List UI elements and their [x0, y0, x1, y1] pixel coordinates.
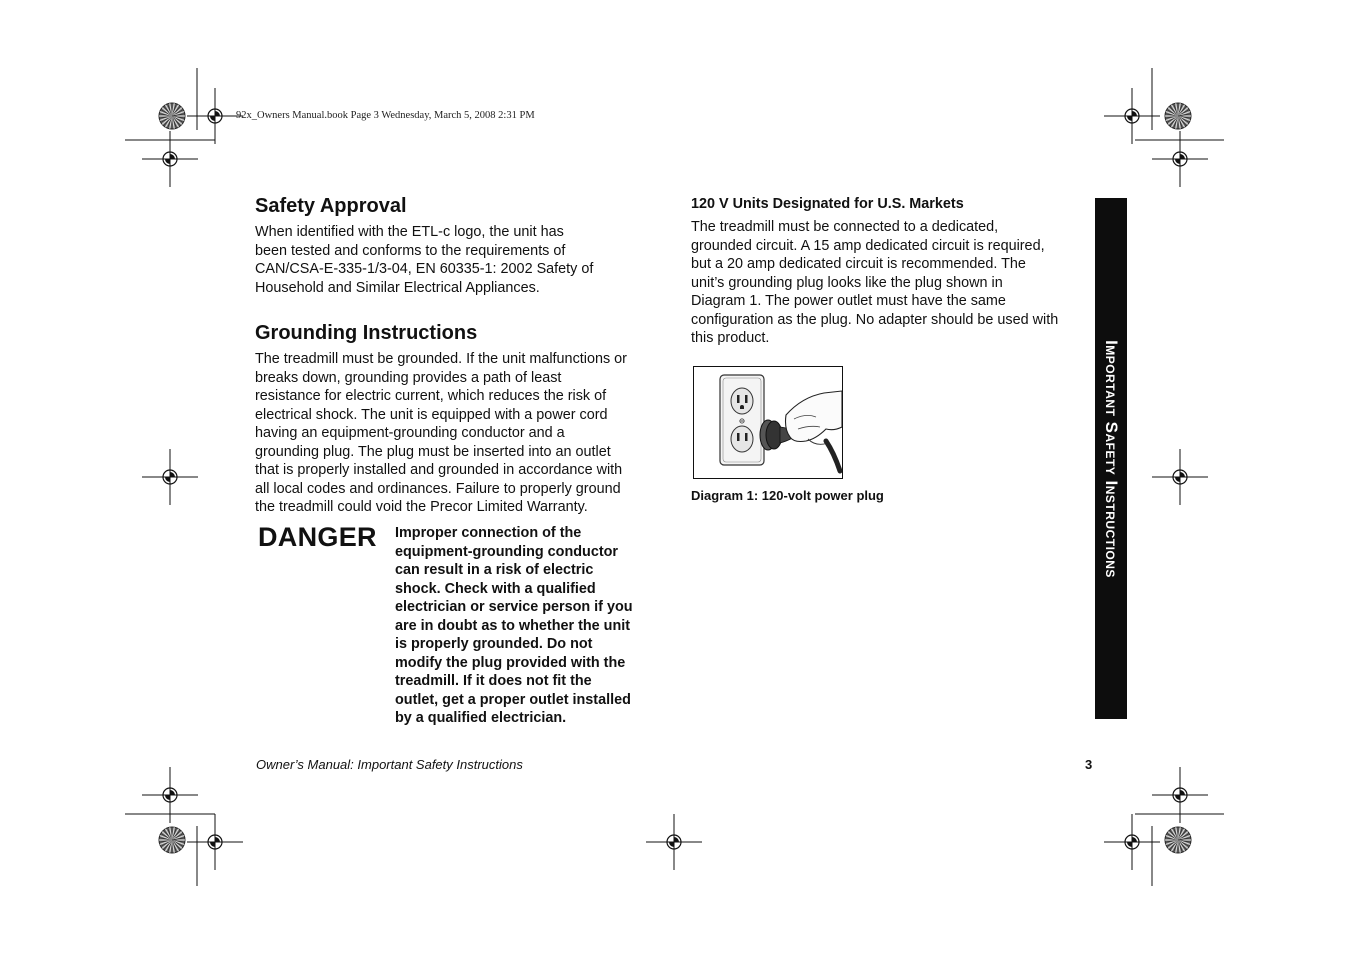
text-line: When identified with the ETL-c logo, the unit has	[255, 224, 564, 240]
heading-grounding-instructions: Grounding Instructions	[255, 322, 478, 344]
text-line: resistance for electric current, which reduces the risk of	[255, 388, 607, 404]
page-number: 3	[1085, 757, 1093, 772]
text-line: modify the plug provided with the	[395, 654, 626, 671]
text-line: equipment-grounding conductor	[395, 543, 619, 560]
side-tab	[1095, 198, 1127, 719]
side-tab-label: Important Safety Instructions	[1102, 339, 1121, 578]
text-line: is properly grounded. Do not	[395, 636, 593, 652]
text-line: are in doubt as to whether the unit	[395, 617, 631, 634]
text-line: breaks down, grounding provides a path of least	[255, 369, 562, 386]
text-line: Household and Similar Electrical Appliances.	[255, 279, 540, 296]
120v-paragraph	[691, 218, 1058, 348]
text-line: Diagram 1. The power outlet must have the same	[691, 293, 1006, 309]
text-line: can result in a risk of electric	[395, 562, 594, 578]
registration-mark-icon	[1152, 767, 1208, 823]
registration-mark-icon	[142, 131, 198, 187]
heading-safety-approval: Safety Approval	[255, 195, 407, 217]
text-line: The treadmill must be grounded. If the unit malfunctions or	[255, 351, 627, 367]
power-outlet-plug-icon	[693, 366, 843, 479]
heading-120v-units: 120 V Units Designated for U.S. Markets	[691, 196, 964, 212]
registration-mark-icon	[142, 767, 198, 823]
text-line: that is properly installed and grounded in accordance with	[255, 462, 623, 478]
text-line: grounding plug. The plug must be inserted into an outlet	[255, 443, 611, 460]
sunburst-target-icon	[1165, 103, 1191, 129]
sunburst-target-icon	[159, 103, 185, 129]
registration-mark-icon	[646, 814, 702, 870]
grounding-paragraph	[255, 350, 627, 517]
text-line: treadmill. If it does not fit the	[395, 673, 592, 689]
outlet-illustration	[694, 367, 842, 478]
danger-label: DANGER	[258, 522, 377, 552]
text-line: this product.	[691, 330, 770, 346]
text-line: The treadmill must be connected to a dedicated,	[691, 219, 999, 235]
sunburst-target-icon	[1165, 827, 1191, 853]
text-line: grounded circuit. A 15 amp dedicated circuit is required,	[691, 237, 1045, 254]
footer-running-title: Owner’s Manual: Important Safety Instructions	[256, 757, 523, 772]
text-line: been tested and conforms to the requirements of	[255, 242, 566, 259]
registration-mark-icon	[1152, 449, 1208, 505]
text-line: configuration as the plug. No adapter should be used with	[691, 311, 1059, 328]
registration-mark-icon	[1152, 131, 1208, 187]
text-line: Improper connection of the	[395, 525, 582, 541]
registration-mark-icon	[142, 449, 198, 505]
figure-caption: Diagram 1: 120-volt power plug	[691, 488, 884, 503]
text-line: electrician or service person if you	[395, 599, 633, 615]
text-line: the treadmill could void the Precor Limited Warranty.	[255, 499, 588, 515]
text-line: having an equipment-grounding conductor and a	[255, 425, 565, 441]
registration-mark-icon	[187, 88, 243, 144]
sunburst-target-icon	[159, 827, 185, 853]
danger-warning-text	[395, 524, 651, 728]
registration-mark-icon	[187, 814, 243, 870]
slug-line: 92x_Owners Manual.book Page 3 Wednesday, March 5, 2008 2:31 PM	[236, 110, 535, 121]
text-line: electrical shock. The unit is equipped with a power cord	[255, 406, 608, 423]
text-line: unit’s grounding plug looks like the plug shown in	[691, 274, 1003, 291]
text-line: all local codes and ordinances. Failure to properly ground	[255, 480, 621, 497]
text-line: CAN/CSA-E-335-1/3-04, EN 60335-1: 2002 Safety of	[255, 261, 594, 277]
text-line: but a 20 amp dedicated circuit is recommended. The	[691, 256, 1026, 272]
text-line: by a qualified electrician.	[395, 710, 567, 726]
text-line: outlet, get a proper outlet installed	[395, 691, 631, 708]
text-line: shock. Check with a qualified	[395, 580, 596, 597]
safety-approval-paragraph	[255, 223, 593, 297]
